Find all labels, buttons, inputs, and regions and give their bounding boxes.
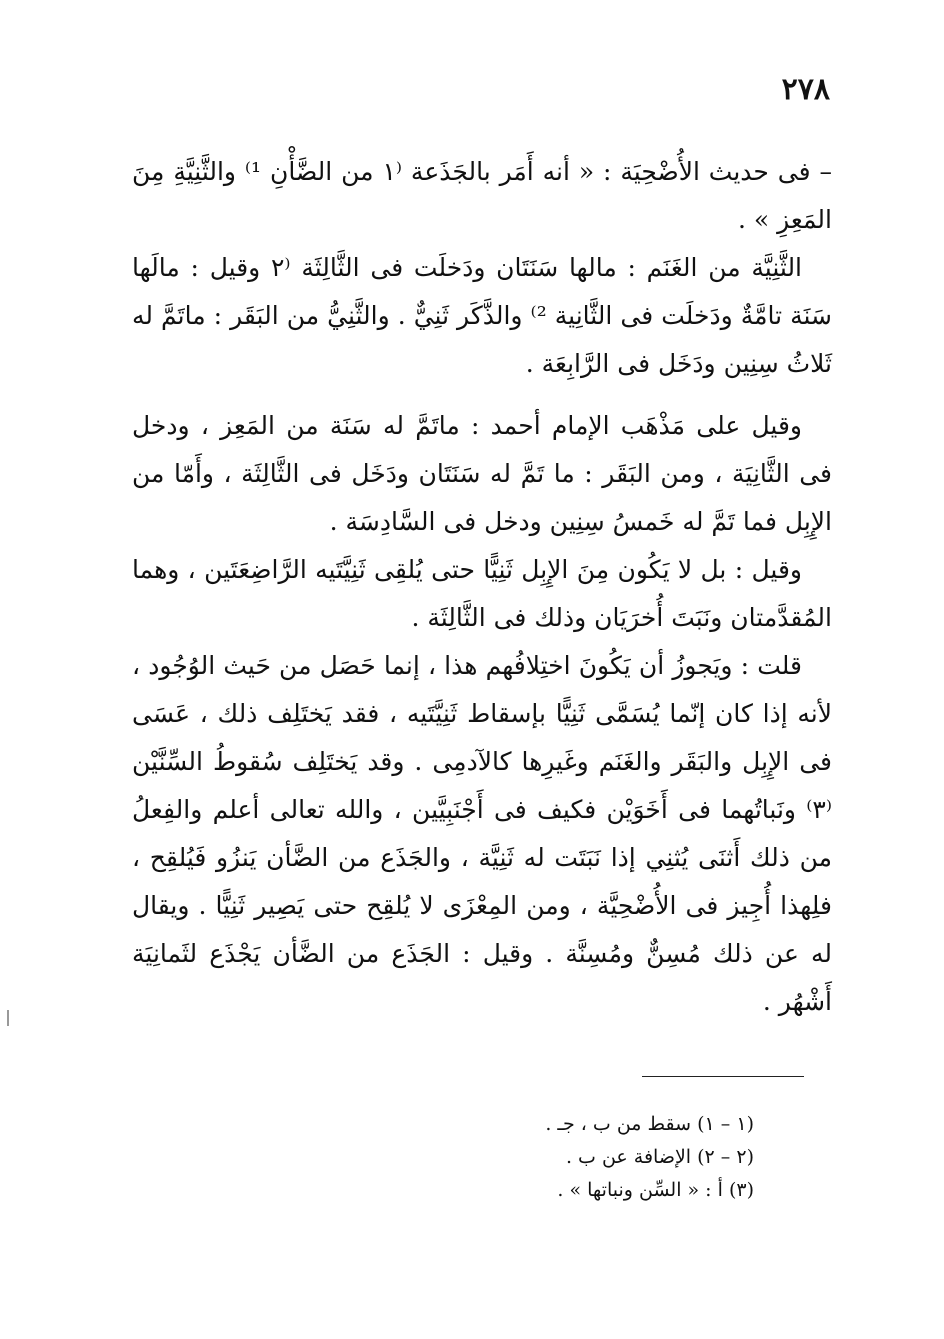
paragraph-camel-view: وقيل : بل لا يَكُون مِنَ الإِبِل ثَنِيًّا حتى يُلقِى ثَنِيَّتَيه الرَّاضِعَتَين ، وهما المُقدَّمتان ونَبَتَ أُخرَيَان وذلك فى الثَّالِثَة .: [132, 555, 832, 632]
paragraph-thaniyya-definition: الثَّنِيَّة من الغَنَم : مالها سَنَتَان ودَخلَت فى الثَّالِثَة ⁽٢ وقيل : مالَها سَنَة تامَّةٌ ودَخلَت فى الثَّانِية ²⁾ والذَّكَر ثَنِيٌّ . والثَّنِيُّ من البَقَر : ماتَمَّ له ثَلاثُ سِنِين ودَخَل فى الرَّابِعَة .: [132, 253, 833, 378]
paragraph-ahmad-madhhab: وقيل على مَذْهَب الإمام أحمد : ماتَمَّ له سَنَة من المَعِز ، ودخل فى الثَّانِيَة ، ومن البَقَر : ما تَمَّ له سَنَتَان ودَخَل فى الثَّالِثَة ، وأَمّا من الإِبِل فما تَمَّ له خَمسُ سِنِين ودخل فى السَّادِسَة .: [132, 411, 832, 536]
scan-edge-mark: [7, 1010, 9, 1026]
paragraph-hadith: – فى حديث الأُضْحِيَة : « أنه أَمَر بالجَذَعة ⁽١ من الضَّأْنِ ¹⁾ والثَّنِيَّةِ مِنَ المَعِزِ » .: [132, 157, 832, 234]
footnote-2: (٢ – ٢) الإضافة عن ب .: [565, 1146, 754, 1168]
paragraph-author-comment: قلت : ويَجوزُ أن يَكُونَ اختِلافُهم هذا ، إنما حَصَل من حَيث الوُجُود ، لأنه إذا كان إنّما يُسَمَّى ثَنِيًّا بإسقاط ثَنِيَّتَيه ، فقد يَختَلِف ذلك ، عَسَى فى الإِبِل والبَقَر والغَنَم وغَيرِها كالآدمِى . وقد يَختَلِف سُقوطُ السِّنَّيْن ⁽٣⁾ ونَباتُهما فى أَخَوَيْن فكيف فى أَجْنَبِيَّين ، والله تعالى أعلم والفِعلُ من ذلك أَثنَى يُثنِي إذا نَبَتَت له ثَنِيَّة ، والجَذَع من الضَّأن يَنزُو فَيُلقِح ، فلِهذا أُجِيز فى الأُضْحِيَّة ، ومن المِعْزَى لا يُلقِح حتى يَصِير ثَنِيًّا . ويقال له عن ذلك مُسِنٌّ ومُسِنَّة . وقيل : الجَذَع من الضَّأن يَجْذَع لثَمانِيَة أَشْهُر .: [132, 651, 832, 1016]
page-number: ٢٧٨: [781, 72, 830, 107]
footnote-3: (٣) أ : « السِّن ونباتها » .: [557, 1179, 754, 1201]
main-text: [132, 148, 832, 1026]
footnote-separator: [642, 1076, 804, 1077]
footnote-1: (١ – ١) سقط من ب ، جـ .: [545, 1113, 754, 1135]
footnotes: [400, 1108, 754, 1207]
